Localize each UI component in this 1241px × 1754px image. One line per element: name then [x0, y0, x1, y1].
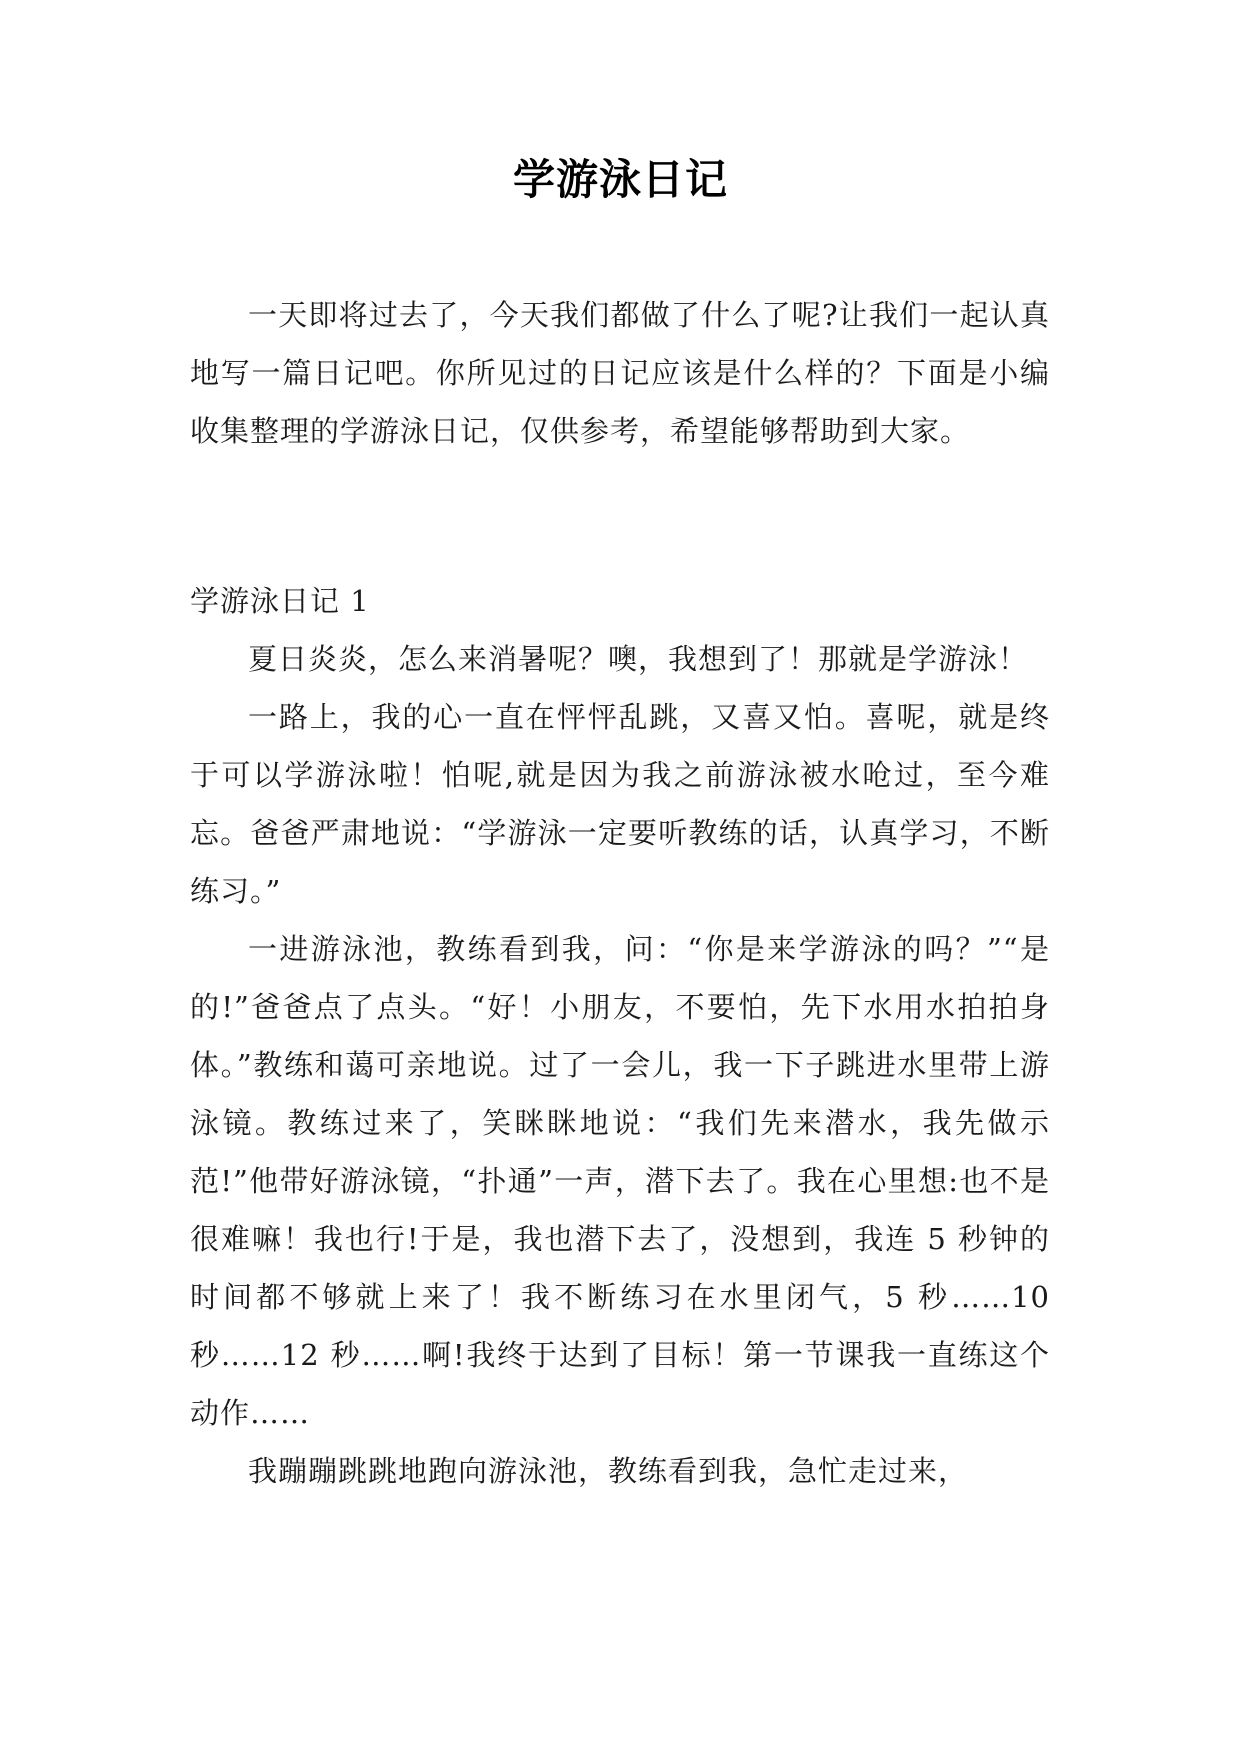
- intro-paragraph: 一天即将过去了，今天我们都做了什么了呢?让我们一起认真地写一篇日记吧。你所见过的日记应该是什么样的？下面是小编收集整理的学游泳日记，仅供参考，希望能够帮助到大家。: [190, 298, 1050, 448]
- paragraph-2: 一路上，我的心一直在怦怦乱跳，又喜又怕。喜呢，就是终于可以学游泳啦！怕呢,就是因为我之前游泳被水呛过，至今难忘。爸爸严肃地说：“学游泳一定要听教练的话，认真学习，不断练习。”: [190, 700, 1050, 908]
- paragraph-3: 一进游泳池，教练看到我，问：“你是来学游泳的吗？”“是的!”爸爸点了点头。“好！小朋友，不要怕，先下水用水拍拍身体。”教练和蔼可亲地说。过了一会儿，我一下子跳进水里带上游泳镜。教练过来了，笑眯眯地说：“我们先来潜水，我先做示范!”他带好游泳镜，“扑通”一声，潜下去了。我在心里想:也不是很难嘛！我也行!于是，我也潜下去了，没想到，我连 5 秒钟的时间都不够就上来了！我不断练习在水里闭气，5 秒……10 秒……12 秒……啊!我终于达到了目标！第一节课我一直练这个动作……: [190, 932, 1050, 1430]
- paragraph-4: 我蹦蹦跳跳地跑向游泳池，教练看到我，急忙走过来，: [248, 1454, 969, 1488]
- diary-section-1: [190, 572, 1050, 1500]
- section-heading: 学游泳日记 1: [190, 584, 370, 618]
- document-title: 学游泳日记: [512, 155, 728, 204]
- intro-section: [190, 286, 1050, 460]
- paragraph-1: 夏日炎炎，怎么来消暑呢？噢，我想到了！那就是学游泳！: [248, 642, 1029, 676]
